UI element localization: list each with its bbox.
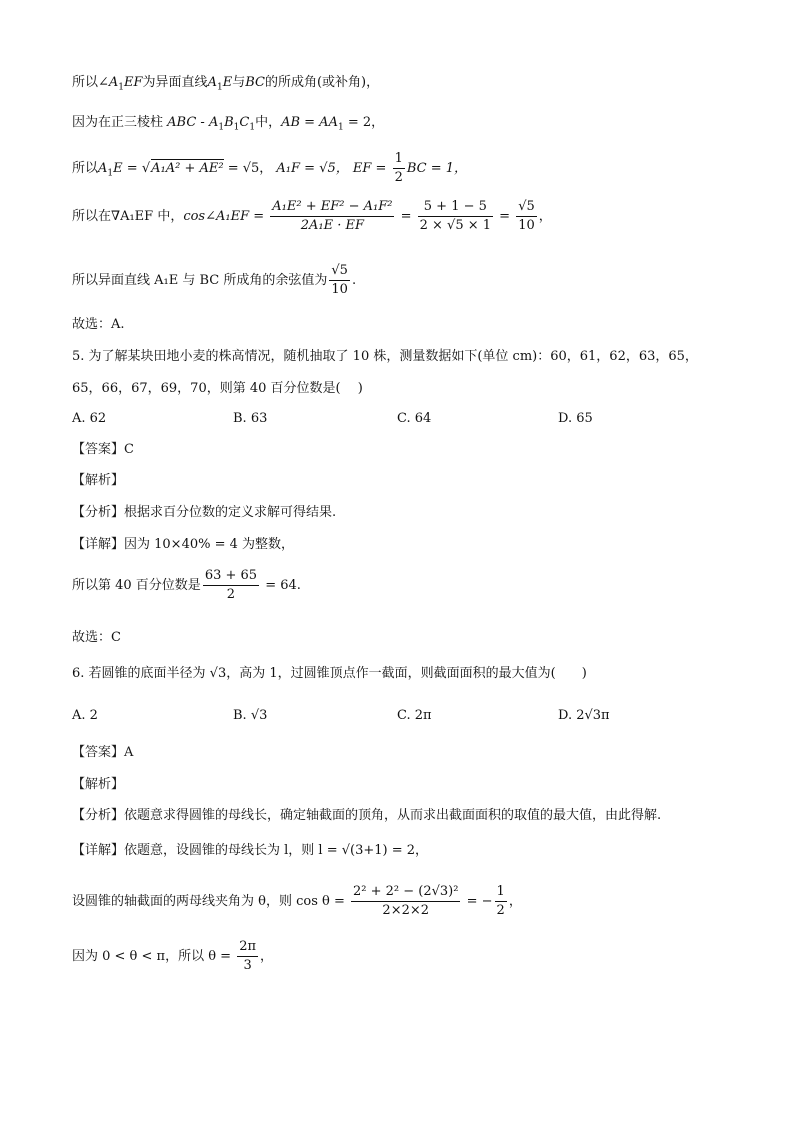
text: 所以异面直线 A₁E 与 BC 所成角的余弦值为: [72, 273, 328, 288]
math: AB = AA: [281, 115, 338, 130]
subscript: 1: [218, 122, 225, 133]
math: BC: [245, 75, 265, 90]
fraction: [351, 883, 460, 920]
option-a: A. 2: [72, 708, 98, 723]
math: EF: [124, 75, 143, 90]
question-6-line-1: 6. 若圆锥的底面半径为 √3，高为 1，过圆锥顶点作一截面，则截面面积的最大值为( ): [72, 666, 587, 681]
fraction-numerator: 63 + 65: [203, 567, 259, 586]
math: E: [222, 75, 233, 90]
fraction: [393, 150, 405, 187]
math: BC = 1，: [406, 161, 468, 176]
option-b: B. √3: [233, 708, 268, 723]
analysis-text: 【分析】依题意求得圆锥的母线长，确定轴截面的顶角，从而求出截面面积的取值的最大值，由此得解.: [72, 808, 662, 823]
theta-line: [72, 935, 273, 979]
fraction-numerator: A₁E² + EF² − A₁F²: [270, 198, 394, 217]
fraction-numerator: 1: [495, 883, 507, 902]
subscript: 1: [118, 82, 125, 93]
math: E: [113, 161, 123, 176]
math: cos∠A₁EF =: [183, 209, 269, 224]
detail-text: 【详解】因为 10×40% = 4 为整数，: [72, 537, 295, 552]
answer-label: 【答案】A: [72, 745, 134, 760]
analysis-label: 【解析】: [72, 777, 125, 792]
option-a: A. 62: [72, 411, 107, 426]
text: .: [351, 273, 357, 288]
answer-label: 【答案】C: [72, 442, 134, 457]
fraction-numerator: √5: [329, 262, 350, 281]
analysis-label: 【解析】: [72, 473, 125, 488]
fraction-numerator: 1: [393, 150, 405, 169]
fraction-denominator: 2: [496, 903, 505, 918]
line-cosine: [72, 196, 552, 238]
subscript: 1: [337, 122, 344, 133]
text: = √5，: [223, 161, 273, 176]
subscript: 1: [216, 82, 223, 93]
math: ABC - A: [167, 115, 219, 130]
math: A₁F = √5，: [276, 161, 349, 176]
text: = 64.: [261, 578, 301, 593]
option-b: B. 63: [233, 411, 268, 426]
fraction-numerator: 5 + 1 − 5: [418, 198, 493, 217]
fraction: [329, 262, 350, 299]
question-5-line-1: 5. 为了解某块田地小麦的株高情况，随机抽取了 10 株，测量数据如下(单位 cm)：60，61，62，63，65，: [72, 349, 698, 364]
fraction-denominator: 2: [226, 587, 236, 602]
fraction-denominator: 2×2×2: [382, 903, 430, 918]
fraction-numerator: 2π: [237, 938, 258, 957]
text: =: [495, 209, 515, 224]
fraction: [495, 883, 507, 920]
math: A: [98, 161, 108, 176]
fraction: [203, 567, 259, 604]
text: =: [396, 209, 416, 224]
fraction: [418, 198, 493, 235]
option-d: D. 2√3π: [558, 708, 610, 723]
text: 所以∠: [72, 75, 109, 90]
math: EF =: [352, 161, 391, 176]
text: = −: [462, 894, 493, 909]
text: 所以在∇A₁EF 中，: [72, 209, 184, 224]
question-5-line-2: 65，66，67，69，70，则第 40 百分位数是( ): [72, 381, 363, 396]
text: ，: [538, 209, 552, 224]
option-c: C. 64: [397, 411, 432, 426]
text: 设圆锥的轴截面的两母线夹角为 θ，则 cos θ =: [72, 894, 349, 909]
cosine-theta-line: [72, 878, 522, 926]
subscript: 1: [233, 122, 240, 133]
text: =: [122, 161, 142, 176]
math: C: [239, 115, 250, 130]
fraction: [237, 938, 258, 975]
text: 中，: [255, 115, 282, 130]
math: B: [224, 115, 234, 130]
percentile-result: [72, 565, 301, 607]
math: A: [207, 75, 217, 90]
analysis-text: 【分析】根据求百分位数的定义求解可得结果.: [72, 505, 337, 520]
fraction-denominator: 2 × √5 × 1: [419, 218, 492, 233]
fraction-denominator: 3: [243, 958, 252, 973]
text: 因为在正三棱柱: [72, 115, 164, 130]
line-angle-statement: [72, 73, 379, 93]
text: 与: [232, 75, 246, 90]
subscript: 1: [249, 122, 256, 133]
fraction-numerator: 2² + 2² − (2√3)²: [351, 883, 460, 902]
text: 因为 0 < θ < π，所以 θ =: [72, 949, 236, 964]
math: A: [108, 75, 119, 90]
fraction-denominator: 10: [518, 218, 535, 233]
sqrt-content: A₁A² + AE²: [151, 161, 224, 176]
text: 为异面直线: [142, 75, 208, 90]
line-lengths: 所以$A_1E = √A_1A^2 + AE^2 = √5$， A₁F = √5， EF = $\frac{1}{2}$ BC = 1，: [72, 151, 468, 185]
fraction: [516, 198, 537, 235]
detail-text: 【详解】依题意，设圆锥的母线长为 l，则 l = √(3+1) = 2，: [72, 843, 429, 858]
fraction: [270, 198, 394, 235]
subscript: 1: [107, 168, 114, 179]
option-c: C. 2π: [397, 708, 432, 723]
fraction-numerator: √5: [516, 198, 537, 217]
choice-line: 故选：A.: [72, 317, 125, 332]
text: 的所成角(或补角)，: [264, 75, 380, 90]
text: ，: [260, 949, 274, 964]
text: ，: [508, 894, 522, 909]
text: 所以: [72, 161, 99, 176]
text: = 2，: [343, 115, 385, 130]
option-d: D. 65: [558, 411, 593, 426]
fraction-denominator: 2: [394, 170, 403, 185]
line-cosine-result: [72, 260, 356, 302]
line-prism-statement: [72, 113, 384, 133]
fraction-denominator: 10: [331, 282, 348, 297]
choice-line: 故选：C: [72, 630, 121, 645]
text: 所以第 40 百分位数是: [72, 578, 201, 593]
fraction-denominator: 2A₁E · EF: [300, 218, 364, 233]
